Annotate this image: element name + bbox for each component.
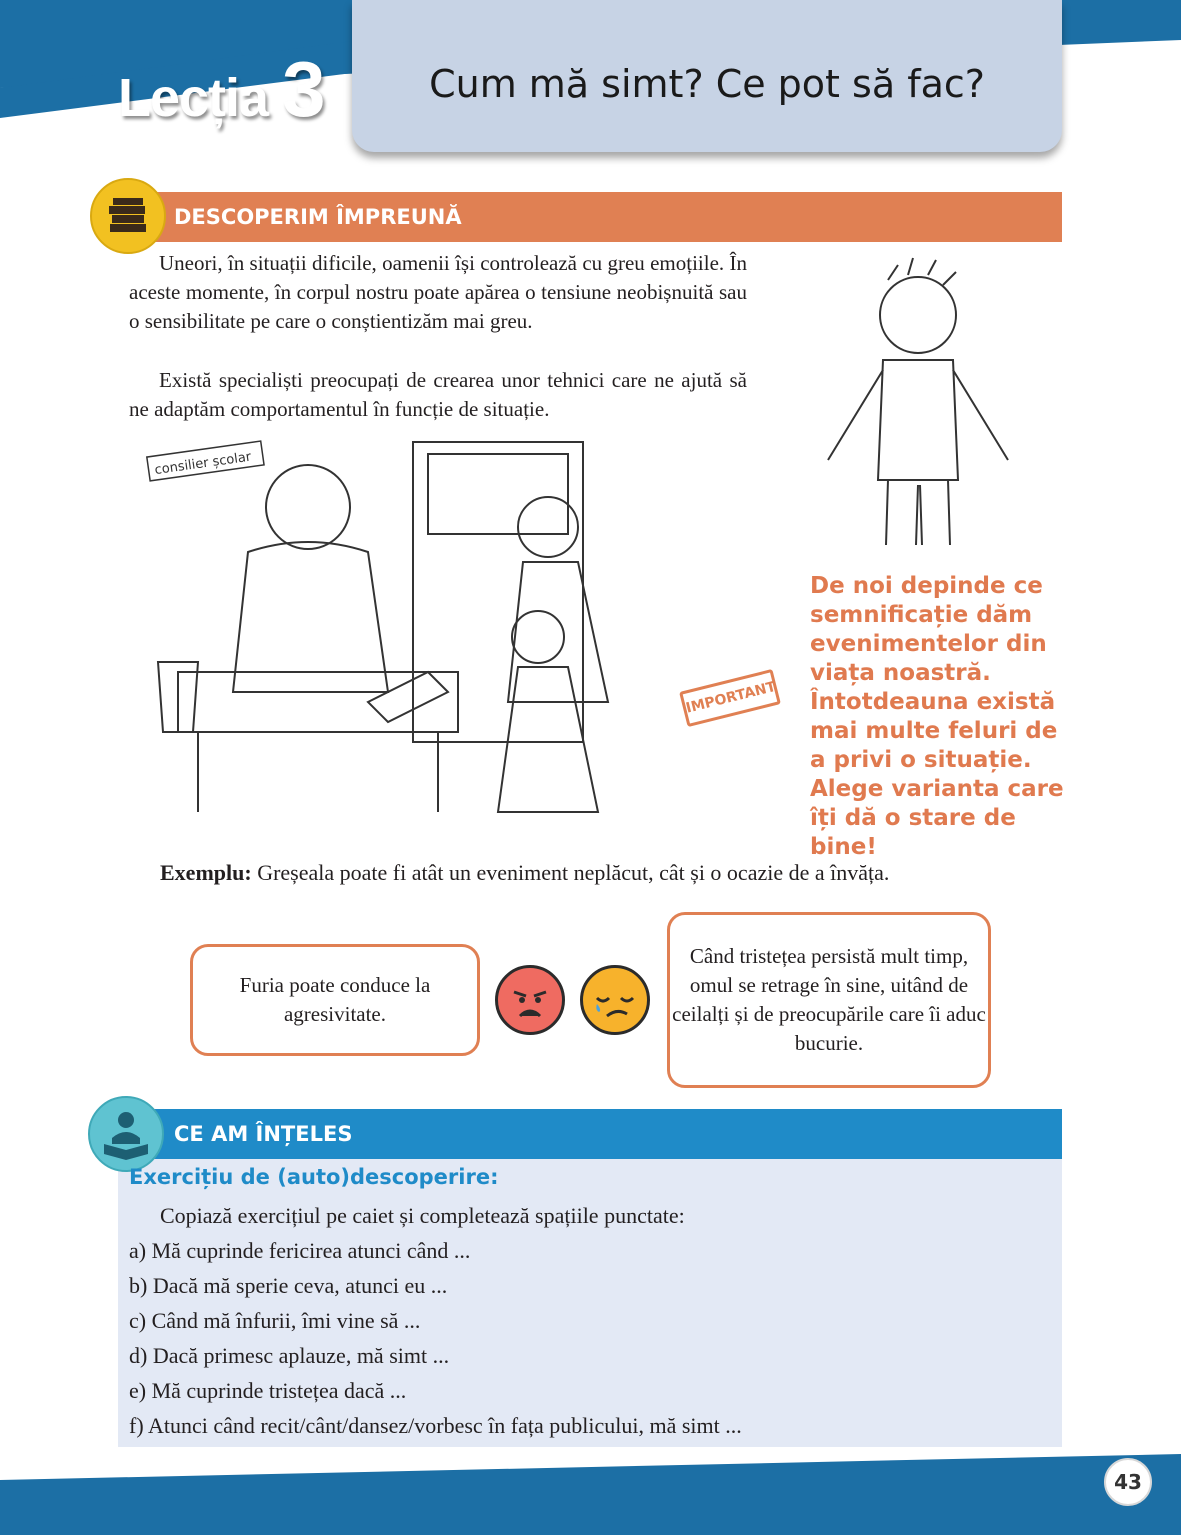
footer-band bbox=[0, 1440, 1181, 1535]
paragraph-specialists: Există specialiști preocupați de crearea unor tehnici care ne ajută să ne adaptăm comportamentul în funcție de situație. bbox=[129, 368, 747, 421]
exercise-item: d) Dacă primesc aplauze, mă simt ... bbox=[129, 1343, 450, 1368]
example-label: Exemplu: bbox=[160, 860, 252, 885]
sadness-bubble: Când tristețea persistă mult timp, omul se retrage în sine, uitând de ceilalți și de preocupările care îi aduc bucurie. bbox=[667, 912, 991, 1088]
counselor-illustration bbox=[138, 432, 648, 828]
example-line bbox=[160, 860, 889, 886]
sad-face-icon bbox=[580, 965, 650, 1035]
lesson-label: Lecția 3 bbox=[118, 45, 325, 133]
boy-illustration bbox=[808, 250, 1038, 550]
example-text: Greșeala poate fi atât un eveniment neplăcut, cât și o ocazie de a învăța. bbox=[251, 860, 890, 885]
exercise-item: b) Dacă mă sperie ceva, atunci eu ... bbox=[129, 1273, 448, 1298]
page-title: Cum mă simt? Ce pot să fac? bbox=[429, 62, 985, 106]
exercise-item: a) Mă cuprinde fericirea atunci când ... bbox=[129, 1238, 471, 1263]
illustration-label: consilier școlar bbox=[153, 449, 253, 479]
section-heading-discover: DESCOPERIM ÎMPREUNĂ bbox=[118, 192, 1062, 242]
exercise-item: f) Atunci când recit/cânt/dansez/vorbesc în fața publicului, mă simt ... bbox=[129, 1413, 742, 1438]
exercise-instruction: Copiază exercițiul pe caiet și completează spațiile punctate: bbox=[160, 1203, 685, 1228]
paragraph-intro: Uneori, în situații dificile, oamenii își controlează cu greu emoțiile. În aceste momente, în corpul nostru poate apărea o tensiune neobișnuită sau o sensibilitate pe care o conștientizăm mai greu. bbox=[129, 251, 747, 333]
angry-face-icon bbox=[495, 965, 565, 1035]
lesson-number: 3 bbox=[282, 45, 325, 133]
exercise-item: e) Mă cuprinde tristețea dacă ... bbox=[129, 1378, 407, 1403]
reader-icon bbox=[88, 1096, 164, 1172]
books-icon bbox=[90, 178, 166, 254]
exercise-title: Exercițiu de (auto)descoperire: bbox=[129, 1165, 499, 1189]
exercise-item: c) Când mă înfurii, îmi vine să ... bbox=[129, 1308, 421, 1333]
page-number: 43 bbox=[1104, 1458, 1152, 1506]
anger-bubble: Furia poate conduce la agresivitate. bbox=[190, 944, 480, 1056]
section-heading-understood: CE AM ÎNȚELES bbox=[118, 1109, 1062, 1159]
important-stamp: IMPORTANT bbox=[679, 669, 781, 727]
important-note: De noi depinde ce semnificație dăm evenimentelor din viața noastră. Întotdeauna există mai multe feluri de a privi o situație. Alege varianta care îți dă o stare de bine! bbox=[810, 573, 1064, 860]
